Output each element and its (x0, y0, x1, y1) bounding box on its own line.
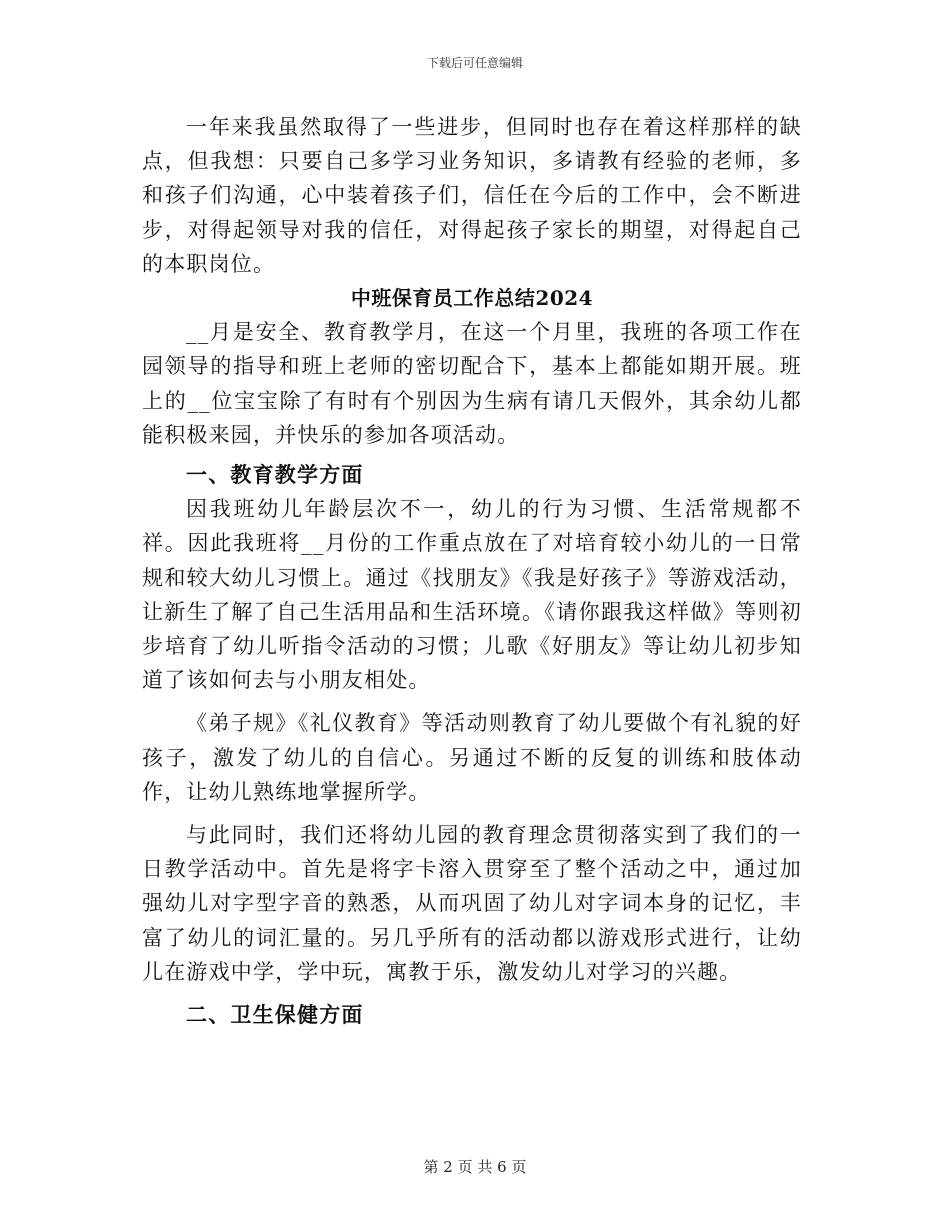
section-heading-teaching: 一、教育教学方面 (186, 462, 364, 488)
intro-paragraph: 一年来我虽然取得了一些进步，但同时也存在着这样那样的缺点，但我想：只要自己多学习业务知识，多请教有经验的老师，多和孩子们沟通，心中装着孩子们，信任在今后的工作中，会不断进步，对得起领导对我的信任，对得起孩子家长的期望，对得起自己的本职岗位。 (142, 115, 802, 276)
opening-paragraph: __月是安全、教育教学月，在这一个月里，我班的各项工作在园领导的指导和班上老师的密切配合下，基本上都能如期开展。班上的__位宝宝除了有时有个别因为生病有请几天假外，其余幼儿都能积极来园，并快乐的参加各项活动。 (142, 320, 802, 447)
teaching-paragraph-1: 因我班幼儿年龄层次不一，幼儿的行为习惯、生活常规都不祥。因此我班将__月份的工作重点放在了对培育较小幼儿的一日常规和较大幼儿习惯上。通过《找朋友》《我是好孩子》等游戏活动，让新生了解了自己生活用品和生活环境。《请你跟我这样做》等则初步培育了幼儿听指令活动的习惯；儿歌《好朋友》等让幼儿初步知道了该如何去与小朋友相处。 (142, 497, 802, 693)
document-title: 中班保育员工作总结2024 (350, 286, 594, 311)
section-heading-health: 二、卫生保健方面 (186, 1002, 364, 1028)
teaching-paragraph-3: 与此同时，我们还将幼儿园的教育理念贯彻落实到了我们的一日教学活动中。首先是将字卡溶入贯穿至了整个活动之中，通过加强幼儿对字型字音的熟悉，从而巩固了幼儿对字词本身的记忆，丰富了幼儿的词汇量的。另几乎所有的活动都以游戏形式进行，让幼儿在游戏中学，学中玩，寓教于乐，激发幼儿对学习的兴趣。 (142, 823, 802, 984)
page-indicator: 第 2 页 共 6 页 (423, 1158, 527, 1176)
teaching-paragraph-2: 《弟子规》《礼仪教育》等活动则教育了幼儿要做个有礼貌的好孩子，激发了幼儿的自信心。另通过不断的反复的训练和肢体动作，让幼儿熟练地掌握所学。 (142, 711, 802, 804)
header-note: 下载后可任意编辑 (426, 56, 523, 70)
document-body (142, 110, 802, 1032)
